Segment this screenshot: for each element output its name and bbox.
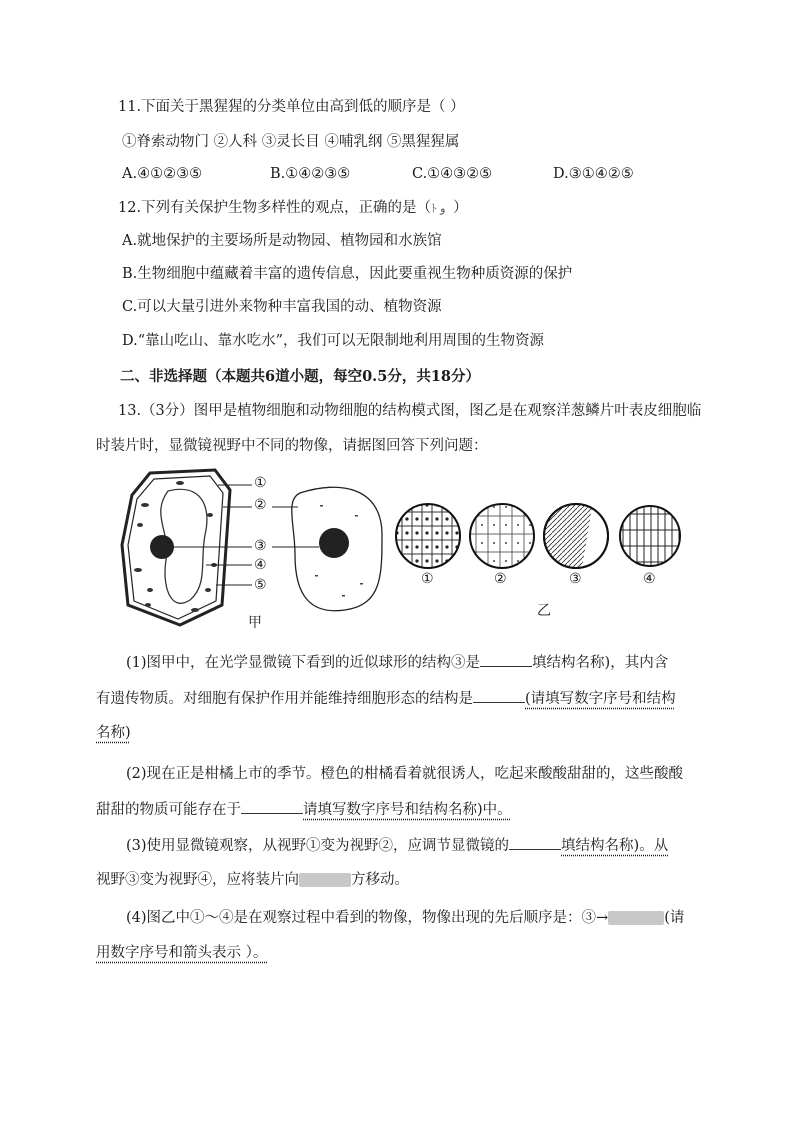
q13-p3-text-a: (3)使用显微镜观察，从视野①变为视野②，应调节显微镜的 bbox=[126, 838, 510, 854]
q13-stem-line2: 时装片时，显微镜视野中不同的物像，请据图回答下列问题： bbox=[96, 438, 488, 454]
yi-field-3 bbox=[544, 504, 608, 568]
jia-label-4: ④ bbox=[254, 557, 267, 573]
q13-p2-blank[interactable] bbox=[241, 799, 303, 814]
yi-caption: 乙 bbox=[537, 603, 551, 619]
yi-field-1 bbox=[396, 504, 460, 568]
section2-heading: 二、非选择题（本题共6道小题，每空0.5分，共18分） bbox=[120, 368, 480, 385]
yi-label-1: ① bbox=[421, 571, 434, 587]
yi-label-3: ③ bbox=[569, 571, 582, 587]
q12-option-d: D.“靠山吃山、靠水吃水”，我们可以无限制地利用周围的生物资源 bbox=[122, 333, 545, 349]
q13-p1-line3 bbox=[96, 723, 131, 743]
q13-p1-line2 bbox=[96, 688, 676, 709]
q13-p3-line2 bbox=[96, 870, 409, 890]
q13-p4-text-b: (请 bbox=[664, 910, 685, 926]
q13-p4-line1 bbox=[126, 908, 684, 928]
jia-label-2: ② bbox=[254, 497, 267, 513]
q12-option-a: A.就地保护的主要场所是动物园、植物园和水族馆 bbox=[122, 233, 442, 249]
q13-stem-line1: 13.（3分）图甲是植物细胞和动物细胞的结构模式图，图乙是在观察洋葱鳞片叶表皮细胞临 bbox=[118, 403, 702, 419]
q13-p2-line1: (2)现在正是柑橘上市的季节。橙色的柑橘看着就很诱人，吃起来酸酸甜甜的，这些酸酸 bbox=[126, 766, 684, 782]
q12-stem bbox=[118, 198, 468, 219]
q13-p1-text-a: (1)图甲中，在光学显微镜下看到的近似球形的结构③是 bbox=[126, 655, 481, 671]
plant-nucleus bbox=[150, 535, 174, 559]
q13-p3-text-d: 方移动。 bbox=[351, 872, 409, 888]
animal-nucleus bbox=[319, 528, 349, 558]
q11-option-b: B.①④②③⑤ bbox=[270, 166, 351, 182]
q12-option-b: B.生物细胞中蕴藏着丰富的遗传信息，因此要重视生物种质资源的保护 bbox=[122, 266, 573, 282]
q13-p4-text-c: 用数字序号和箭头表示 ）。 bbox=[96, 945, 268, 961]
q13-p4-line2 bbox=[96, 943, 267, 963]
q13-p4-text-a: (4)图乙中①～④是在观察过程中看到的物像，物像出现的先后顺序是：③→ bbox=[126, 910, 609, 926]
q13-p3-line1 bbox=[126, 835, 668, 856]
q11-stem: 11.下面关于黑猩猩的分类单位由高到低的顺序是（ ） bbox=[118, 99, 465, 115]
q13-p1-text-d: (请填写数字序号和结构 bbox=[525, 691, 676, 707]
q13-p4-blank[interactable] bbox=[608, 911, 664, 925]
q11-option-d: D.③①④②⑤ bbox=[553, 166, 634, 182]
q12-stem-text: 12.下列有关保护生物多样性的观点，正确的是（ bbox=[118, 200, 432, 216]
figure-yi bbox=[392, 498, 682, 578]
jia-label-5: ⑤ bbox=[254, 577, 267, 593]
q11-option-a: A.④①②③⑤ bbox=[122, 166, 203, 182]
q13-p1-line1 bbox=[126, 652, 668, 673]
yi-label-4: ④ bbox=[643, 571, 656, 587]
q13-p1-text-e: 名称) bbox=[96, 725, 131, 741]
jia-label-3: ③ bbox=[254, 538, 267, 554]
q12-answer-scribble: ﾄ ﻭ bbox=[431, 202, 446, 215]
q13-p1-blank-2[interactable] bbox=[473, 688, 525, 703]
q11-option-c: C.①④③②⑤ bbox=[412, 166, 493, 182]
yi-field-4 bbox=[620, 506, 680, 566]
q12-stem-close: ） bbox=[453, 200, 468, 216]
q13-p3-blank-2[interactable] bbox=[299, 873, 351, 887]
q13-p1-text-b: 填结构名称)，其内含 bbox=[532, 655, 669, 671]
q12-option-c: C.可以大量引进外来物种丰富我国的动、植物资源 bbox=[122, 299, 442, 315]
q13-p2-text-b: 甜甜的物质可能存在于 bbox=[96, 802, 241, 818]
jia-caption: 甲 bbox=[248, 615, 262, 631]
q13-p1-blank-1[interactable] bbox=[480, 652, 532, 667]
q13-p2-text-c: 请填写数字序号和结构名称)中。 bbox=[303, 802, 512, 818]
yi-label-2: ② bbox=[494, 571, 507, 587]
q13-p2-line2 bbox=[96, 799, 512, 820]
q13-p3-blank-1[interactable] bbox=[509, 835, 561, 850]
q13-p3-text-b: 填结构名称)。从 bbox=[561, 838, 669, 854]
q11-items: ①脊索动物门 ②人科 ③灵长目 ④哺乳纲 ⑤黑猩猩属 bbox=[122, 134, 460, 150]
yi-field-2 bbox=[470, 504, 534, 568]
q13-p3-text-c: 视野③变为视野④，应将装片向 bbox=[96, 872, 299, 888]
q13-p1-text-c: 有遗传物质。对细胞有保护作用并能维持细胞形态的结构是 bbox=[96, 691, 473, 707]
jia-label-1: ① bbox=[254, 475, 267, 491]
